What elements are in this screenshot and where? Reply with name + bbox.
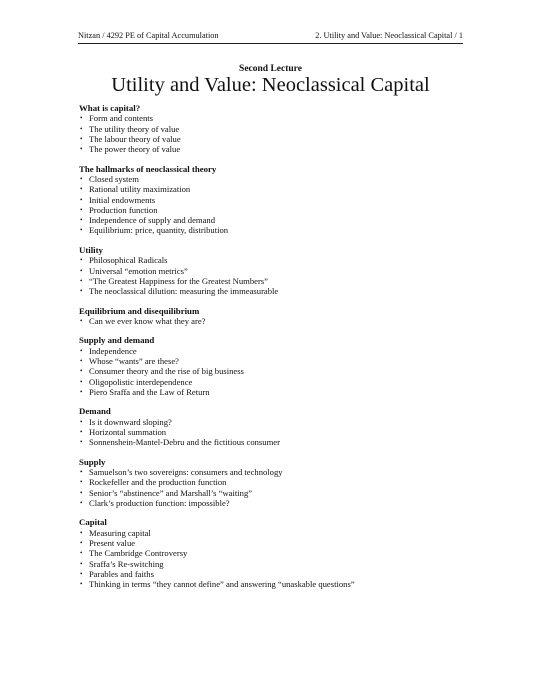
list-item-text: Thinking in terms “they cannot define” and answering “unaskable questions” <box>89 579 355 590</box>
list-item-text: Independence of supply and demand <box>89 215 215 226</box>
list-item <box>79 174 479 184</box>
list-item-text: Samuelson’s two sovereigns: consumers and technology <box>89 467 283 478</box>
bullet-icon: • <box>80 256 83 265</box>
bullet-icon: • <box>80 145 83 154</box>
list-item-text: The Cambridge Controversy <box>89 548 188 559</box>
list-item <box>79 356 479 366</box>
outline-section <box>79 517 479 589</box>
header-course: Nitzan / 4292 PE of Capital Accumulation <box>78 31 219 40</box>
outline-section <box>79 164 479 236</box>
bullet-list <box>79 467 479 508</box>
list-item-text: Measuring capital <box>89 527 151 538</box>
bullet-icon: • <box>80 539 83 547</box>
section-heading: Supply <box>79 456 106 467</box>
section-heading: Supply and demand <box>79 335 155 346</box>
section-heading: Equilibrium and disequilibrium <box>79 305 200 316</box>
bullet-icon: • <box>80 569 83 578</box>
list-item-text: Senior’s “abstinence” and Marshall’s “waiting” <box>89 487 253 498</box>
list-item <box>79 498 479 508</box>
list-item <box>79 113 479 123</box>
list-item <box>79 488 479 498</box>
bullet-icon: • <box>80 276 83 285</box>
list-item-text: The utility theory of value <box>89 123 180 134</box>
list-item-text: The power theory of value <box>89 144 181 155</box>
list-item-text: Consumer theory and the rise of big business <box>89 366 244 377</box>
bullet-list <box>79 417 479 448</box>
section-heading: What is capital? <box>79 103 141 113</box>
list-item-text: Sraffa’s Re-switching <box>89 558 164 569</box>
list-item-text: Present value <box>89 538 136 548</box>
list-item <box>79 579 479 589</box>
bullet-icon: • <box>80 417 83 426</box>
bullet-icon: • <box>80 528 83 537</box>
outline-section <box>79 306 479 327</box>
list-item-text: Sonnenshein-Mantel-Debru and the fictitious consumer <box>89 437 280 448</box>
bullet-list <box>79 528 479 590</box>
bullet-list <box>79 113 479 154</box>
list-item-text: Piero Sraffa and the Law of Return <box>89 386 210 397</box>
bullet-list <box>79 346 479 397</box>
list-item-text: Universal “emotion metrics” <box>89 265 188 276</box>
section-heading: Utility <box>79 244 103 255</box>
outline-section <box>79 103 479 154</box>
list-item-text: Independence <box>89 345 137 356</box>
bullet-icon: • <box>80 468 83 477</box>
bullet-icon: • <box>80 287 83 296</box>
list-item <box>79 215 479 225</box>
bullet-icon: • <box>80 438 83 447</box>
bullet-icon: • <box>80 226 83 235</box>
list-item-text: Is it downward sloping? <box>89 416 172 427</box>
list-item <box>79 528 479 538</box>
list-item <box>79 559 479 569</box>
bullet-icon: • <box>80 478 83 487</box>
list-item-text: Equilibrium: price, quantity, distribution <box>89 225 229 236</box>
list-item <box>79 144 479 154</box>
list-item <box>79 467 479 477</box>
list-item <box>79 276 479 286</box>
bullet-list <box>79 255 479 296</box>
list-item <box>79 184 479 194</box>
list-item <box>79 286 479 296</box>
list-item <box>79 377 479 387</box>
list-item-text: Oligopolistic interdependence <box>89 376 193 387</box>
list-item-text: Rational utility maximization <box>89 184 191 195</box>
section-heading: Demand <box>79 406 111 417</box>
list-item <box>79 417 479 427</box>
list-item-text: Horizontal summation <box>89 426 167 437</box>
bullet-list <box>79 174 479 236</box>
section-heading: Capital <box>79 517 107 528</box>
list-item <box>79 316 479 326</box>
bullet-icon: • <box>80 559 83 568</box>
list-item-text: Parables and faiths <box>89 568 154 579</box>
bullet-icon: • <box>80 387 83 396</box>
outline-section <box>79 245 479 296</box>
bullet-icon: • <box>80 316 83 325</box>
list-item <box>79 437 479 447</box>
list-item-text: Initial endowments <box>89 194 156 205</box>
list-item <box>79 538 479 548</box>
list-item <box>79 124 479 134</box>
page-title: Utility and Value: Neoclassical Capital <box>111 74 430 96</box>
section-heading: The hallmarks of neoclassical theory <box>79 163 217 174</box>
bullet-icon: • <box>80 124 83 133</box>
bullet-icon: • <box>80 377 83 386</box>
header-lecture-page: 2. Utility and Value: Neoclassical Capital / 1 <box>315 31 463 40</box>
list-item-text: “The Greatest Happiness for the Greatest Numbers” <box>89 275 268 286</box>
list-item-text: Can we ever know what they are? <box>89 315 206 326</box>
bullet-icon: • <box>80 195 83 204</box>
bullet-icon: • <box>80 185 83 194</box>
list-item <box>79 134 479 144</box>
list-item-text: Closed system <box>89 173 139 184</box>
bullet-list <box>79 316 479 326</box>
outline-section <box>79 335 479 397</box>
list-item <box>79 266 479 276</box>
list-item <box>79 255 479 265</box>
list-item-text: Philosophical Radicals <box>89 255 168 266</box>
list-item <box>79 346 479 356</box>
bullet-icon: • <box>80 114 83 123</box>
outline <box>79 103 479 599</box>
bullet-icon: • <box>80 498 83 507</box>
list-item <box>79 427 479 437</box>
bullet-icon: • <box>80 367 83 376</box>
list-item-text: Production function <box>89 204 158 215</box>
running-header <box>78 31 463 44</box>
list-item <box>79 366 479 376</box>
list-item-text: Rockefeller and the production function <box>89 477 227 488</box>
list-item-text: Whose “wants” are these? <box>89 355 179 366</box>
bullet-icon: • <box>80 427 83 436</box>
outline-section <box>79 457 479 508</box>
list-item <box>79 569 479 579</box>
list-item <box>79 548 479 558</box>
bullet-icon: • <box>80 205 83 214</box>
list-item-text: Form and contents <box>89 113 153 124</box>
bullet-icon: • <box>80 216 83 225</box>
list-item-text: The neoclassical dilution: measuring the immeasurable <box>89 286 279 297</box>
bullet-icon: • <box>80 134 83 143</box>
bullet-icon: • <box>80 488 83 497</box>
bullet-icon: • <box>80 580 83 589</box>
lecture-label: Second Lecture <box>239 64 302 74</box>
bullet-icon: • <box>80 266 83 275</box>
list-item <box>79 195 479 205</box>
bullet-icon: • <box>80 549 83 558</box>
bullet-icon: • <box>80 174 83 183</box>
outline-section <box>79 406 479 447</box>
list-item-text: Clark’s production function: impossible? <box>89 497 230 508</box>
list-item-text: The labour theory of value <box>89 133 181 144</box>
bullet-icon: • <box>80 356 83 365</box>
list-item <box>79 205 479 215</box>
list-item <box>79 387 479 397</box>
list-item <box>79 225 479 235</box>
bullet-icon: • <box>80 346 83 355</box>
list-item <box>79 477 479 487</box>
